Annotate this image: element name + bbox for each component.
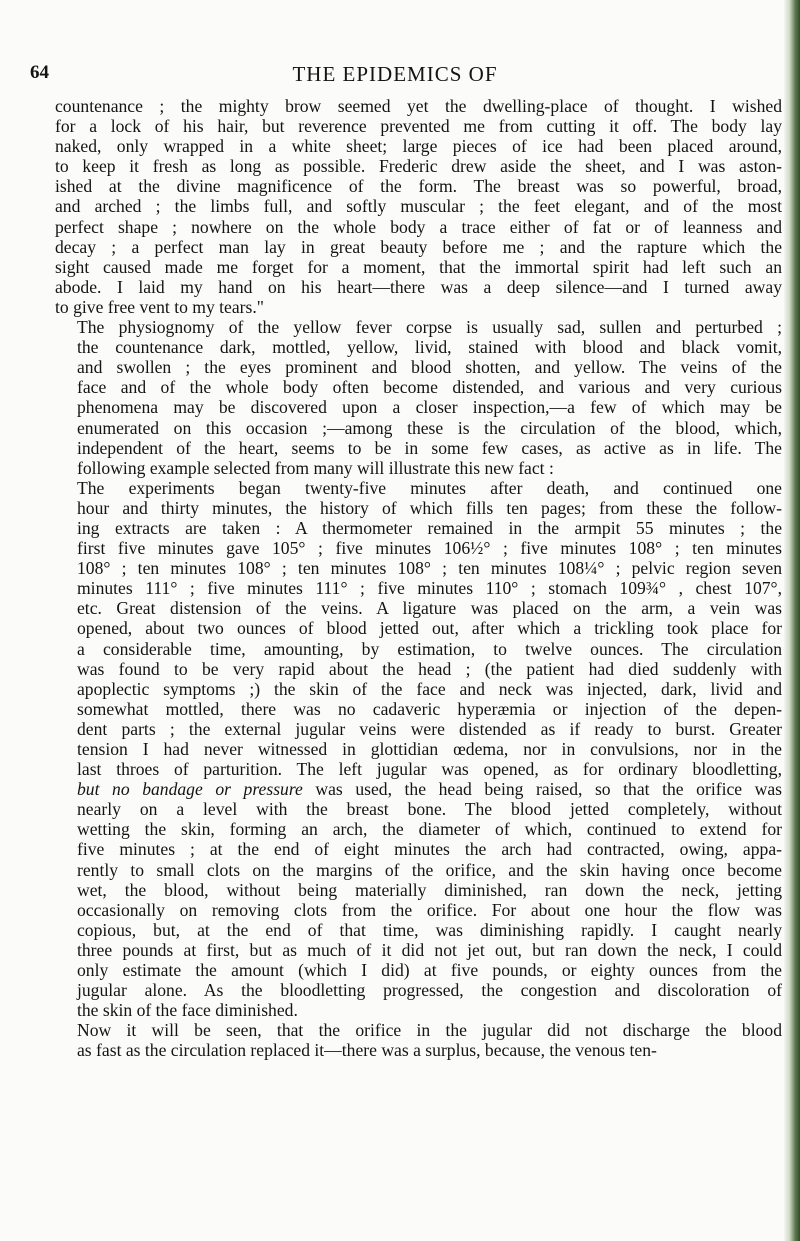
paragraph: [55, 478, 782, 1021]
text-line: copious, but, at the end of that time, was diminishing rapidly. I caught nearly: [77, 919, 782, 940]
page-edge: [784, 0, 800, 1241]
running-title: THE EPIDEMICS OF: [292, 62, 498, 86]
text-line: somewhat mottled, there was no cadaveric hyperæmia or injection of the depen-: [77, 698, 782, 719]
text-line: to give free vent to my tears.": [55, 296, 264, 317]
text-line: and arched ; the limbs full, and softly muscular ; the feet elegant, and of the most: [55, 196, 782, 217]
text-line: following example selected from many will illustrate this new fact :: [77, 457, 554, 478]
text-line: as fast as the circulation replaced it—there was a surplus, because, the venous ten-: [77, 1040, 657, 1061]
text-line: first five minutes gave 105° ; five minutes 106½° ; five minutes 108° ; ten minutes: [77, 538, 782, 559]
text-line: sight caused made me forget for a moment, that the immortal spirit had left such an: [55, 256, 782, 277]
text-line: enumerated on this occasion ;—among these is the circulation of the blood, which,: [77, 417, 782, 438]
text-line: five minutes ; at the end of eight minutes the arch had contracted, owing, appa-: [77, 839, 782, 860]
text-line: the countenance dark, mottled, yellow, livid, stained with blood and black vomit,: [77, 337, 782, 358]
text-line: etc. Great distension of the veins. A ligature was placed on the arm, a vein was: [77, 598, 782, 619]
text-line: abode. I laid my hand on his heart—there was a deep silence—and I turned away: [55, 276, 782, 297]
page-number: 64: [30, 62, 49, 83]
text-line: opened, about two ounces of blood jetted out, after which a trickling took place for: [77, 618, 782, 639]
text-line: dent parts ; the external jugular veins were distended as if ready to burst. Greater: [77, 718, 782, 739]
text-line: jugular alone. As the bloodletting progressed, the congestion and discoloration of: [77, 980, 782, 1001]
text-line: decay ; a perfect man lay in great beauty before me ; and the rapture which the: [55, 236, 782, 257]
text-line: wet, the blood, without being materially diminished, ran down the neck, jetting: [77, 879, 782, 900]
text-line: The experiments began twenty-five minutes after death, and continued one: [77, 477, 782, 498]
text-line: was found to be very rapid about the head ; (the patient had died suddenly with: [77, 658, 782, 679]
text-line: wetting the skin, forming an arch, the diameter of which, continued to extend for: [77, 819, 782, 840]
text-line: rently to small clots on the margins of the orifice, and the skin having once become: [77, 859, 782, 880]
text-line: naked, only wrapped in a white sheet; large pieces of ice had been placed around,: [55, 136, 782, 157]
text-line: the skin of the face diminished.: [77, 1000, 298, 1021]
text-line: but no bandage or pressure was used, the head being raised, so that the orifice was: [77, 779, 782, 800]
text-line: occasionally on removing clots from the orifice. For about one hour the flow was: [77, 899, 782, 920]
body-text: [55, 96, 782, 1061]
text-line: to keep it fresh as long as possible. Frederic drew aside the sheet, and I was aston-: [55, 156, 782, 177]
paragraph: [55, 317, 782, 478]
text-line: Now it will be seen, that the orifice in the jugular did not discharge the blood: [77, 1020, 782, 1041]
text-line: perfect shape ; nowhere on the whole body a trace either of fat or of leanness and: [55, 216, 782, 237]
text-line: last throes of parturition. The left jugular was opened, as for ordinary bloodletting,: [77, 759, 782, 780]
text-line: ing extracts are taken : A thermometer remained in the armpit 55 minutes ; the: [77, 517, 782, 538]
running-head: [30, 62, 760, 92]
text-line: The physiognomy of the yellow fever corpse is usually sad, sullen and perturbed ;: [77, 317, 782, 338]
paragraph: [55, 96, 782, 317]
text-line: minutes 111° ; five minutes 111° ; five minutes 110° ; stomach 109¾° , chest 107°,: [77, 578, 782, 599]
text-line: face and of the whole body often become distended, and various and very curious: [77, 377, 782, 398]
text-line: apoplectic symptoms ;) the skin of the face and neck was injected, dark, livid and: [77, 678, 782, 699]
text-line: countenance ; the mighty brow seemed yet the dwelling-place of thought. I wished: [55, 96, 782, 116]
text-line: ished at the divine magnificence of the form. The breast was so powerful, broad,: [55, 176, 782, 197]
paragraph: [55, 1020, 782, 1060]
text-line: for a lock of his hair, but reverence prevented me from cutting it off. The body lay: [55, 116, 782, 137]
text-line: tension I had never witnessed in glottidian œdema, nor in convulsions, nor in the: [77, 739, 782, 759]
text-line: nearly on a level with the breast bone. The blood jetted completely, without: [77, 799, 782, 820]
text-line: a considerable time, amounting, by estimation, to twelve ounces. The circulation: [77, 638, 782, 659]
text-line: and swollen ; the eyes prominent and blood shotten, and yellow. The veins of the: [77, 357, 782, 378]
text-line: three pounds at first, but as much of it did not jet out, but ran down the neck, I could: [77, 939, 782, 960]
text-line: 108° ; ten minutes 108° ; ten minutes 108° ; ten minutes 108¼° ; pelvic region seven: [77, 558, 782, 579]
text-line: only estimate the amount (which I did) at five pounds, or eighty ounces from the: [77, 960, 782, 981]
text-line: independent of the heart, seems to be in some few cases, as active as in life. The: [77, 437, 782, 458]
text-line: hour and thirty minutes, the history of which fills ten pages; from these the follow-: [77, 497, 782, 518]
text-line: phenomena may be discovered upon a closer inspection,—a few of which may be: [77, 397, 782, 418]
